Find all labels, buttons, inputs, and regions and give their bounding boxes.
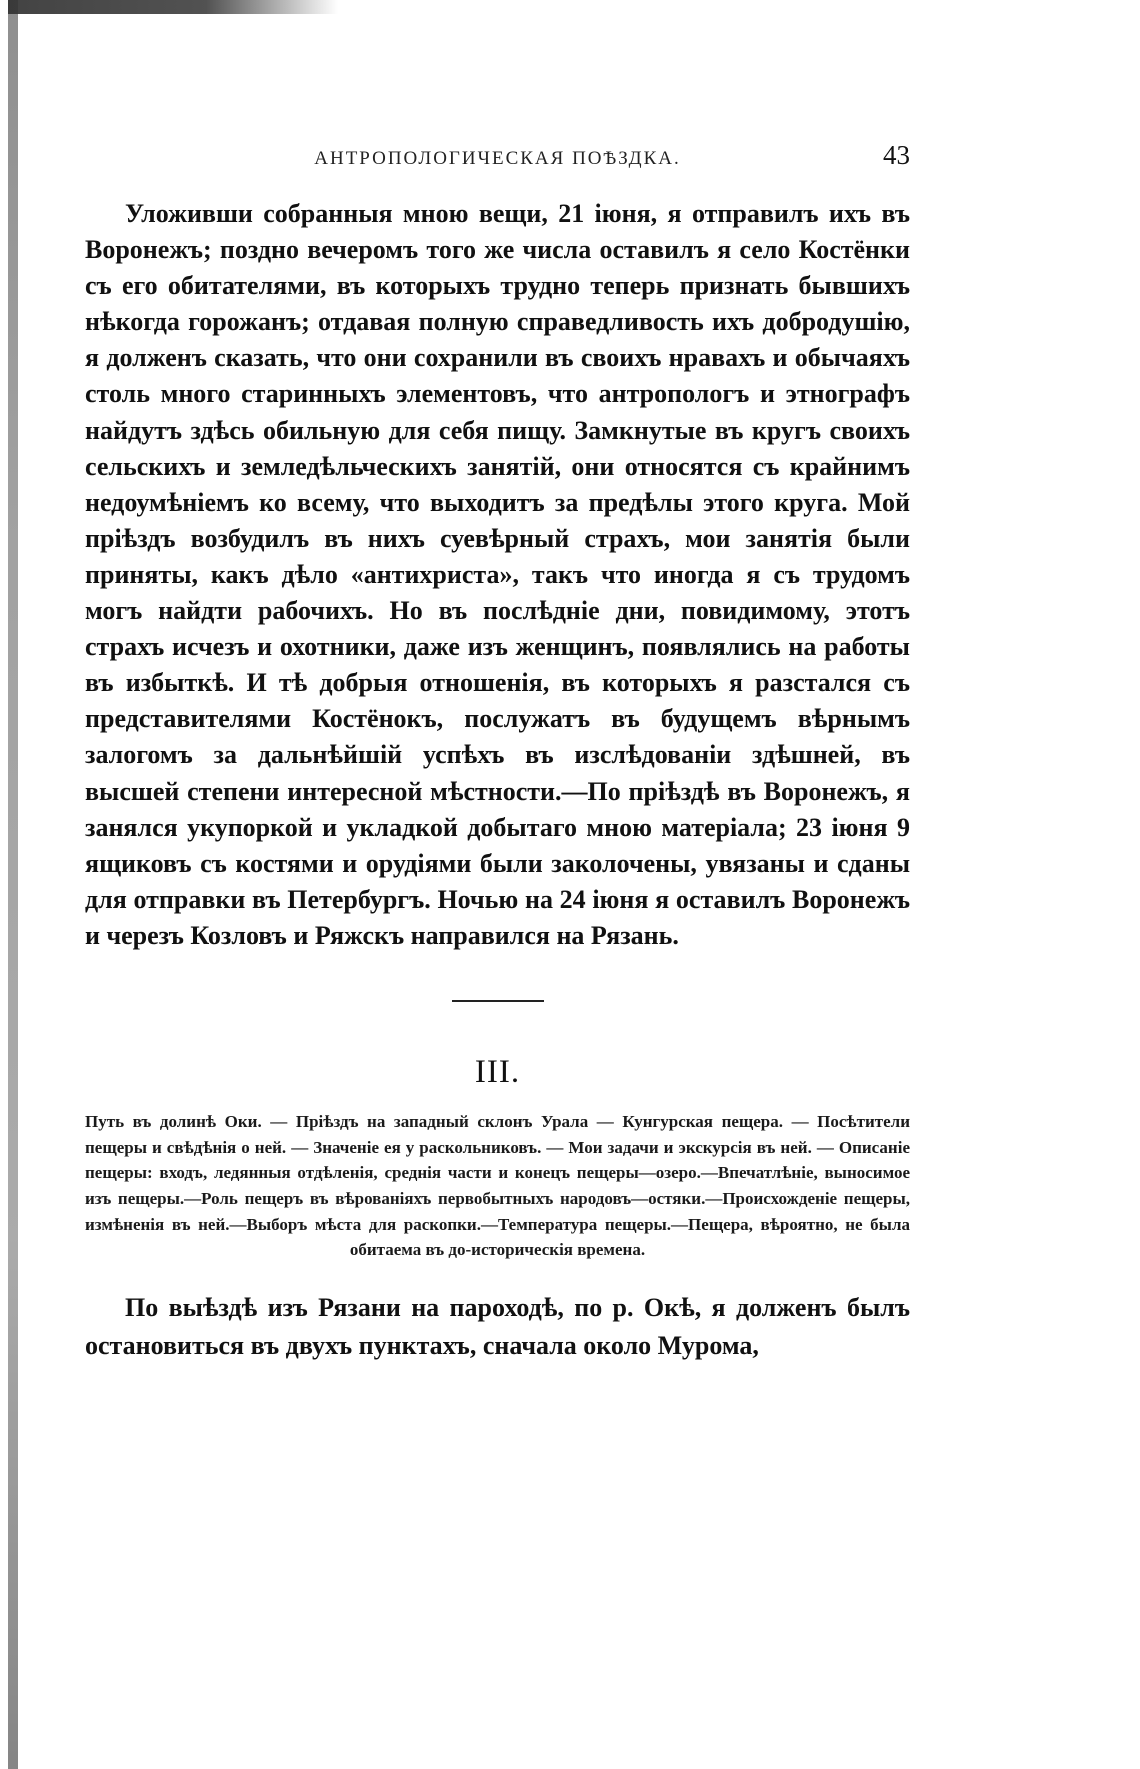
section-divider [452,1000,544,1002]
running-header [85,140,910,180]
section-number: III. [474,1053,521,1090]
scan-edge-left [8,0,18,1769]
scan-edge-top [8,0,338,14]
book-page [85,140,910,1365]
paragraph-1: Уложивши собранныя мною вещи, 21 іюня, я отправилъ ихъ въ Воронежъ; поздно вечеромъ того же числа оставилъ я село Костёнки съ его обитателями, въ которыхъ трудно теперь признать бывшихъ нѣкогда горожанъ; отдавая полную справедливость ихъ добродушію, я долженъ сказать, что они сохранили въ своихъ нравахъ и обычаяхъ столь много старинныхъ элементовъ, что антропологъ и этнографъ найдутъ здѣсь обильную для себя пищу. Замкнутые въ кругъ своихъ сельскихъ и земледѣльческихъ занятій, они относятся съ крайнимъ недоумѣніемъ ко всему, что выходитъ за предѣлы этого круга. Мой пріѣздъ возбудилъ въ нихъ суевѣрный страхъ, мои занятія были приняты, какъ дѣло «антихриста», такъ что иногда я съ трудомъ могъ найдти рабочихъ. Но въ послѣдніе дни, повидимому, этотъ страхъ исчезъ и охотники, даже изъ женщинъ, появлялись на работы въ избыткѣ. И тѣ добрыя отношенія, въ которыхъ я разстался съ представителями Костёнокъ, послужатъ въ будущемъ вѣрнымъ залогомъ за дальнѣйшій успѣхъ въ изслѣдованіи здѣшней, въ высшей степени интересной мѣстности.—По пріѣздѣ въ Воронежъ, я занялся укупоркой и укладкой добытаго мною матеріала; 23 іюня 9 ящиковъ съ костями и орудіями были заколочены, увязаны и сданы для отправки въ Петербургъ. Ночью на 24 іюня я оставилъ Воронежъ и черезъ Козловъ и Ряжскъ направился на Рязань. [85,199,910,950]
running-title: АНТРОПОЛОГИЧЕСКАЯ ПОѢЗДКА. [314,148,681,169]
paragraph-2: По выѣздѣ изъ Рязани на пароходѣ, по р. Окѣ, я долженъ былъ остановиться въ двухъ пунктахъ, сначала около Мурома, [85,1293,910,1361]
section-summary: Путь въ долинѣ Оки. — Пріѣздъ на западный склонъ Урала — Кунгурская пещера. — Посѣтители пещеры и свѣдѣнія о ней. — Значеніе ея у раскольниковъ. — Мои задачи и экскурсія въ ней. — Описаніе пещеры: входъ, ледянныя отдѣленія, среднія части и конецъ пещеры—озеро.—Впечатлѣніе, выносимое изъ пещеры.—Роль пещеръ въ вѣрованіяхъ первобытныхъ народовъ—остяки.—Происхожденіе пещеры, измѣненія въ ней.—Выборъ мѣста для раскопки.—Температура пещеры.—Пещера, вѣроятно, не была обитаема въ до-историческія времена. [85,1111,910,1260]
page-number: 43 [883,140,910,170]
